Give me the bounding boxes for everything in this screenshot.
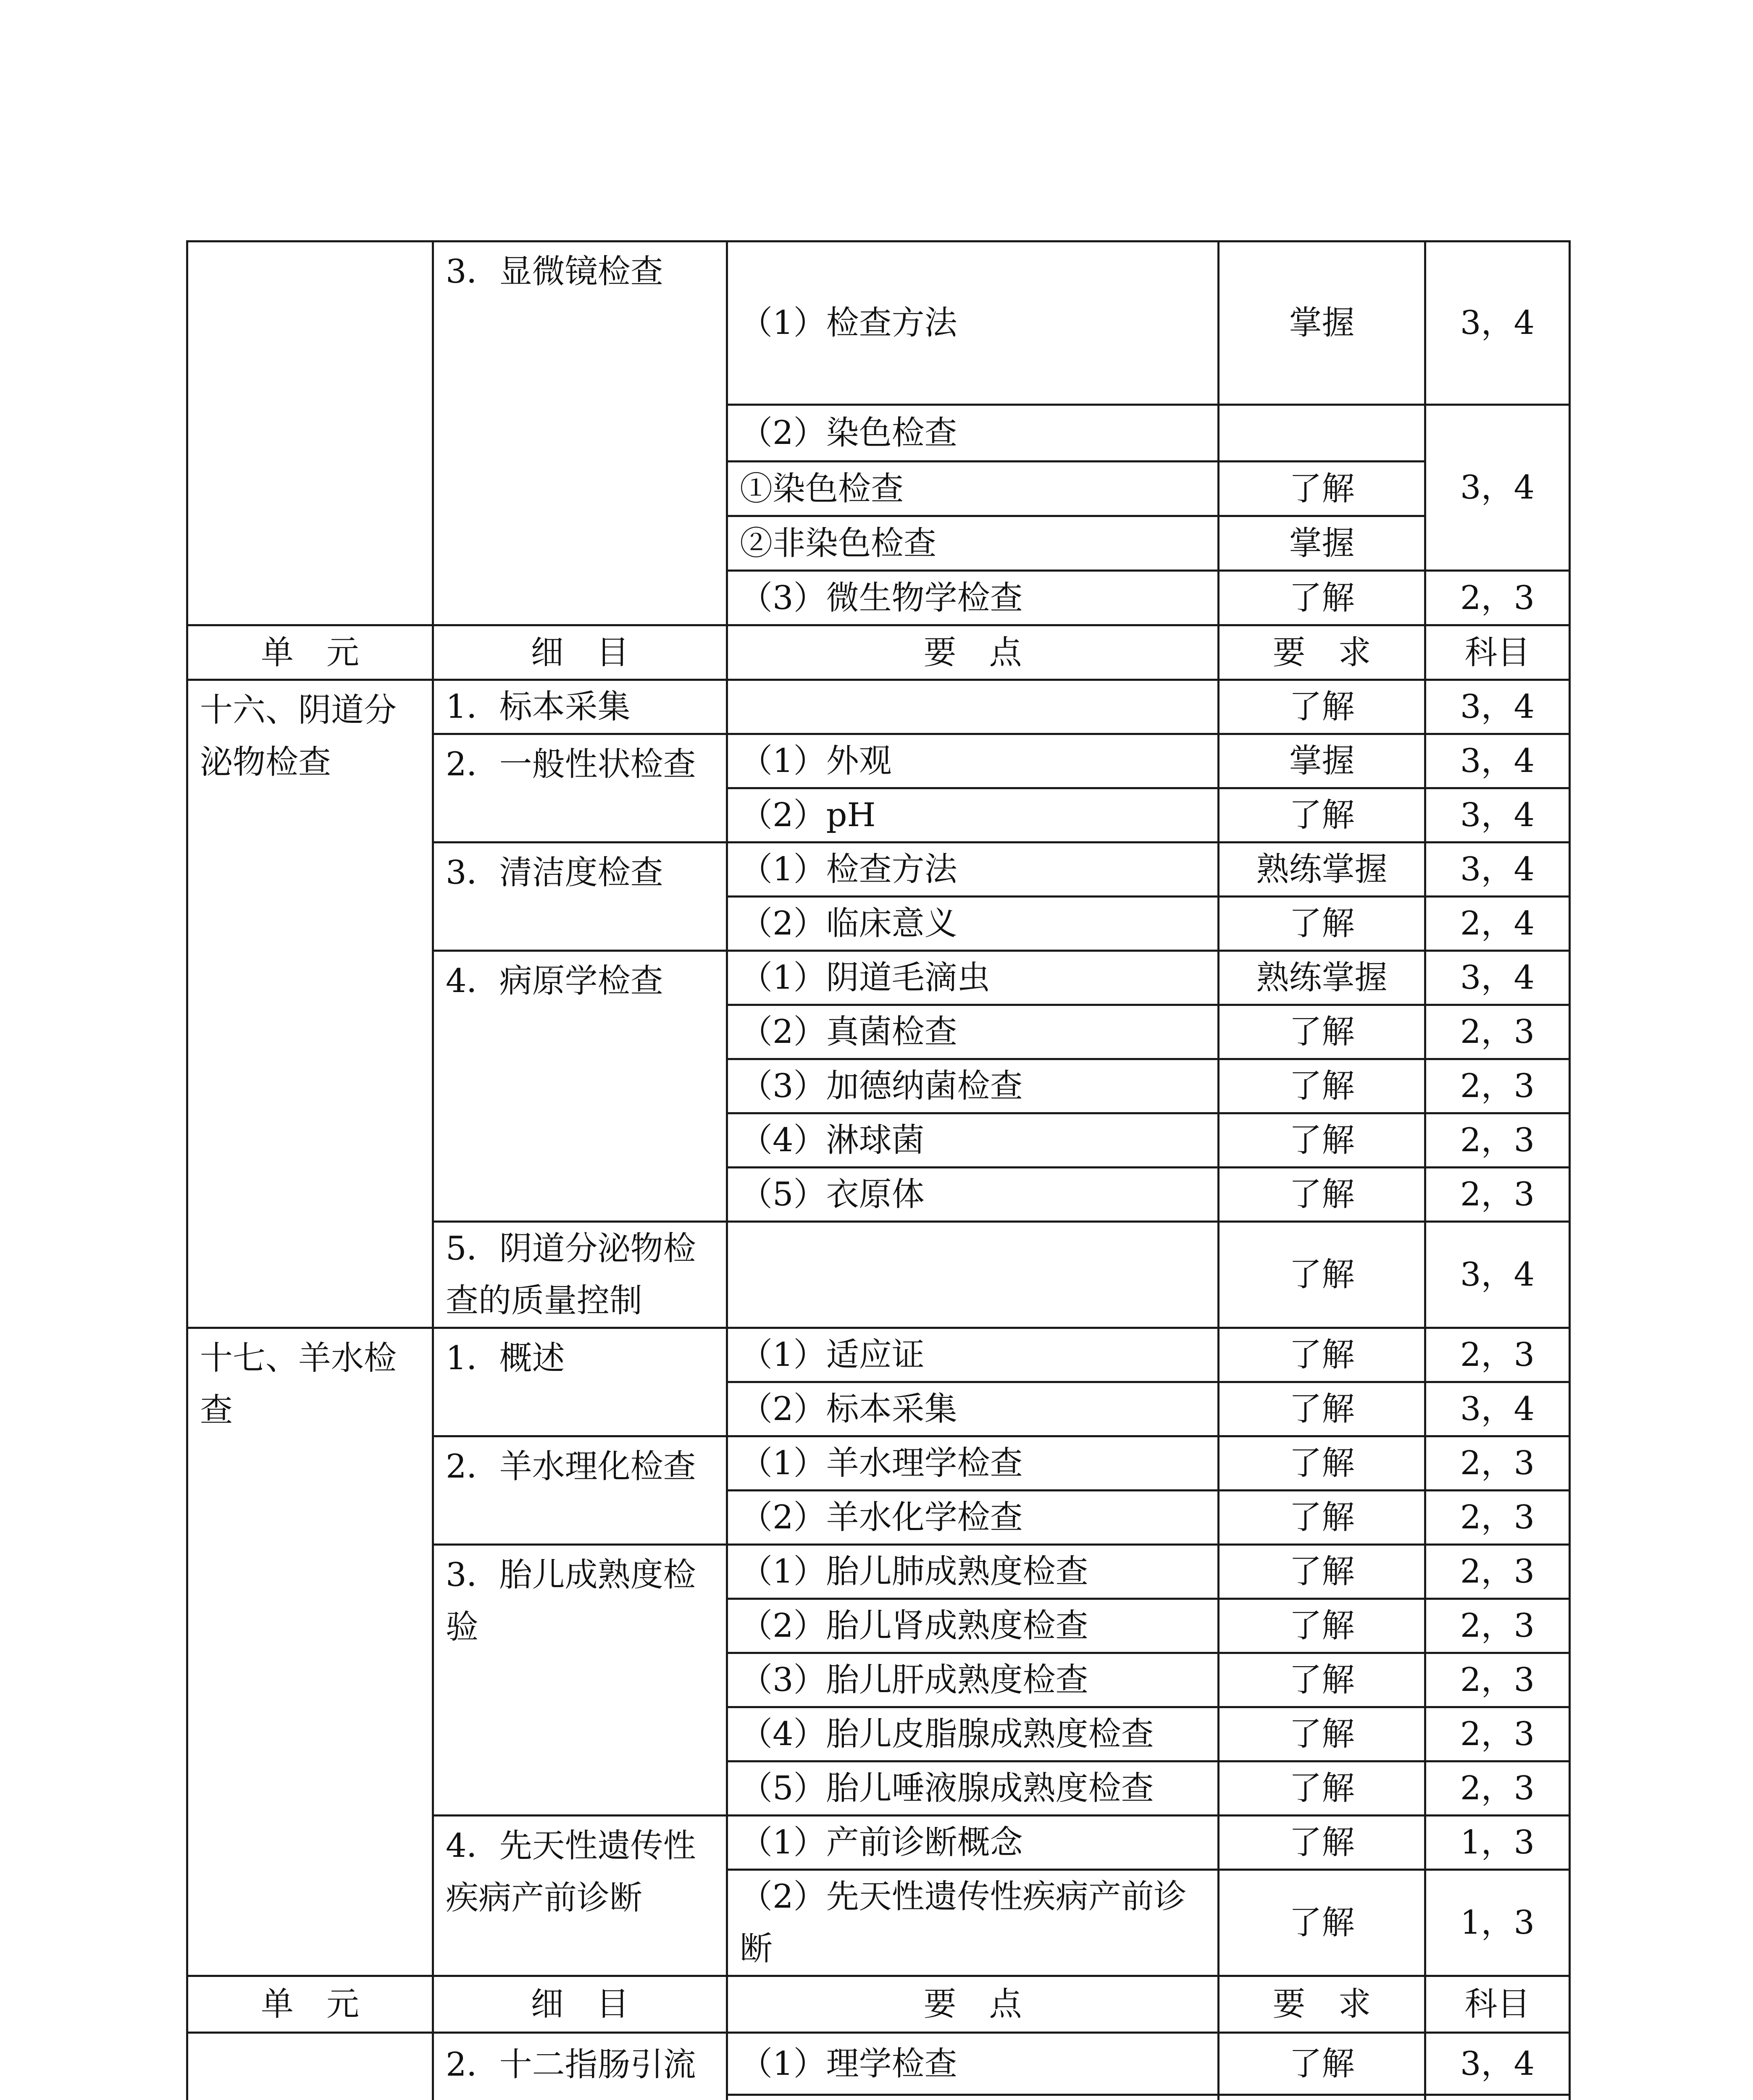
point-cell: （1）胎儿肺成熟度检查: [727, 1545, 1219, 1599]
unit-cell: [187, 2033, 433, 2100]
subject-cell: 2，3: [1425, 1328, 1570, 1382]
requirement-cell: 了解: [1219, 680, 1425, 734]
subject-cell: 3，4: [1425, 242, 1570, 405]
requirement-cell: 掌握: [1219, 516, 1425, 571]
subject-cell: 2，3: [1425, 1599, 1570, 1653]
requirement-cell: 熟练掌握: [1219, 843, 1425, 897]
point-cell: （3）微生物学检查: [727, 571, 1219, 625]
requirement-cell: 了解: [1219, 897, 1425, 951]
detail-cell: 2．一般性状检查: [433, 734, 727, 843]
point-cell: [727, 2095, 1219, 2100]
point-cell: （1）理学检查: [727, 2033, 1219, 2095]
subject-cell: 1，3: [1425, 1816, 1570, 1870]
point-cell: （5）衣原体: [727, 1168, 1219, 1222]
requirement-cell: [1219, 2095, 1425, 2100]
detail-cell: 4．先天性遗传性疾病产前诊断: [433, 1816, 727, 1976]
requirement-cell: 了解: [1219, 1222, 1425, 1328]
point-cell: （2）pH: [727, 788, 1219, 843]
subject-cell: 2，3: [1425, 571, 1570, 625]
header-unit: 单 元: [187, 1976, 433, 2033]
requirement-cell: 了解: [1219, 1761, 1425, 1816]
requirement-cell: 了解: [1219, 1707, 1425, 1761]
detail-cell: 3．清洁度检查: [433, 843, 727, 951]
header-subject: 科目: [1425, 1976, 1570, 2033]
point-cell: （2）染色检查: [727, 405, 1219, 462]
point-cell: （2）先天性遗传性疾病产前诊断: [727, 1870, 1219, 1976]
detail-cell: 5．阴道分泌物检查的质量控制: [433, 1222, 727, 1328]
requirement-cell: [1219, 405, 1425, 462]
unit-cell: 十六、阴道分泌物检查: [187, 680, 433, 1328]
requirement-cell: 了解: [1219, 1816, 1425, 1870]
table-row: [187, 680, 1570, 734]
unit-cell: 十七、羊水检查: [187, 1328, 433, 1976]
subject-cell: 2，3: [1425, 1059, 1570, 1113]
subject-cell: 3，4: [1425, 680, 1570, 734]
detail-cell: 3．显微镜检查: [433, 242, 727, 625]
subject-cell: 2，3: [1425, 1761, 1570, 1816]
requirement-cell: 了解: [1219, 1545, 1425, 1599]
table-row: [187, 2033, 1570, 2095]
subject-cell: 3，4: [1425, 788, 1570, 843]
requirement-cell: 了解: [1219, 1005, 1425, 1059]
subject-cell: 3，4: [1425, 2033, 1570, 2095]
header-detail: 细 目: [433, 1976, 727, 2033]
point-cell: （1）适应证: [727, 1328, 1219, 1382]
point-cell: （4）胎儿皮脂腺成熟度检查: [727, 1707, 1219, 1761]
detail-cell: 4．病原学检查: [433, 951, 727, 1222]
point-cell: （1）检查方法: [727, 242, 1219, 405]
detail-cell: 2．羊水理化检查: [433, 1436, 727, 1545]
point-cell: （3）胎儿肝成熟度检查: [727, 1653, 1219, 1707]
subject-cell: 1，3: [1425, 1870, 1570, 1976]
header-row: [187, 1976, 1570, 2033]
point-cell: ②非染色检查: [727, 516, 1219, 571]
point-cell: （1）羊水理学检查: [727, 1436, 1219, 1491]
unit-cell: [187, 242, 433, 625]
subject-cell: 2，3: [1425, 1707, 1570, 1761]
requirement-cell: 了解: [1219, 1491, 1425, 1545]
requirement-cell: 掌握: [1219, 734, 1425, 788]
requirement-cell: 了解: [1219, 1870, 1425, 1976]
point-cell: （1）阴道毛滴虫: [727, 951, 1219, 1005]
subject-cell: 2，4: [1425, 897, 1570, 951]
point-cell: （4）淋球菌: [727, 1113, 1219, 1168]
header-requirement: 要 求: [1219, 625, 1425, 680]
subject-cell: 2，3: [1425, 1491, 1570, 1545]
point-cell: [727, 680, 1219, 734]
table-row: [187, 1328, 1570, 1382]
subject-cell: 3，4: [1425, 1382, 1570, 1436]
point-cell: （1）检查方法: [727, 843, 1219, 897]
requirement-cell: 熟练掌握: [1219, 951, 1425, 1005]
detail-cell: 2．十二指肠引流: [433, 2033, 727, 2100]
subject-cell: [1425, 2095, 1570, 2100]
subject-cell: 3，4: [1425, 405, 1570, 571]
syllabus-table: [186, 240, 1571, 2100]
subject-cell: 3，4: [1425, 1222, 1570, 1328]
requirement-cell: 了解: [1219, 1328, 1425, 1382]
subject-cell: 2，3: [1425, 1653, 1570, 1707]
subject-cell: 3，4: [1425, 734, 1570, 788]
detail-cell: 1．标本采集: [433, 680, 727, 734]
header-detail: 细 目: [433, 625, 727, 680]
detail-cell: 1．概述: [433, 1328, 727, 1436]
requirement-cell: 了解: [1219, 788, 1425, 843]
detail-cell: 3．胎儿成熟度检验: [433, 1545, 727, 1816]
point-cell: [727, 1222, 1219, 1328]
point-cell: （2）真菌检查: [727, 1005, 1219, 1059]
header-point: 要 点: [727, 625, 1219, 680]
point-cell: （2）羊水化学检查: [727, 1491, 1219, 1545]
subject-cell: 3，4: [1425, 951, 1570, 1005]
subject-cell: 2，3: [1425, 1545, 1570, 1599]
subject-cell: 2，3: [1425, 1113, 1570, 1168]
subject-cell: 3，4: [1425, 843, 1570, 897]
point-cell: （2）临床意义: [727, 897, 1219, 951]
table-row: [187, 242, 1570, 405]
point-cell: （1）外观: [727, 734, 1219, 788]
subject-cell: 2，3: [1425, 1168, 1570, 1222]
requirement-cell: 了解: [1219, 1382, 1425, 1436]
point-cell: （2）标本采集: [727, 1382, 1219, 1436]
requirement-cell: 了解: [1219, 1168, 1425, 1222]
requirement-cell: 掌握: [1219, 242, 1425, 405]
requirement-cell: 了解: [1219, 1113, 1425, 1168]
requirement-cell: 了解: [1219, 462, 1425, 516]
requirement-cell: 了解: [1219, 1436, 1425, 1491]
requirement-cell: 了解: [1219, 1653, 1425, 1707]
point-cell: （1）产前诊断概念: [727, 1816, 1219, 1870]
requirement-cell: 了解: [1219, 1599, 1425, 1653]
header-row: [187, 625, 1570, 680]
point-cell: （5）胎儿唾液腺成熟度检查: [727, 1761, 1219, 1816]
header-unit: 单 元: [187, 625, 433, 680]
subject-cell: 2，3: [1425, 1436, 1570, 1491]
header-subject: 科目: [1425, 625, 1570, 680]
point-cell: （2）胎儿肾成熟度检查: [727, 1599, 1219, 1653]
requirement-cell: 了解: [1219, 2033, 1425, 2095]
header-requirement: 要 求: [1219, 1976, 1425, 2033]
subject-cell: 2，3: [1425, 1005, 1570, 1059]
point-cell: （3）加德纳菌检查: [727, 1059, 1219, 1113]
requirement-cell: 了解: [1219, 1059, 1425, 1113]
header-point: 要 点: [727, 1976, 1219, 2033]
point-cell: ①染色检查: [727, 462, 1219, 516]
requirement-cell: 了解: [1219, 571, 1425, 625]
